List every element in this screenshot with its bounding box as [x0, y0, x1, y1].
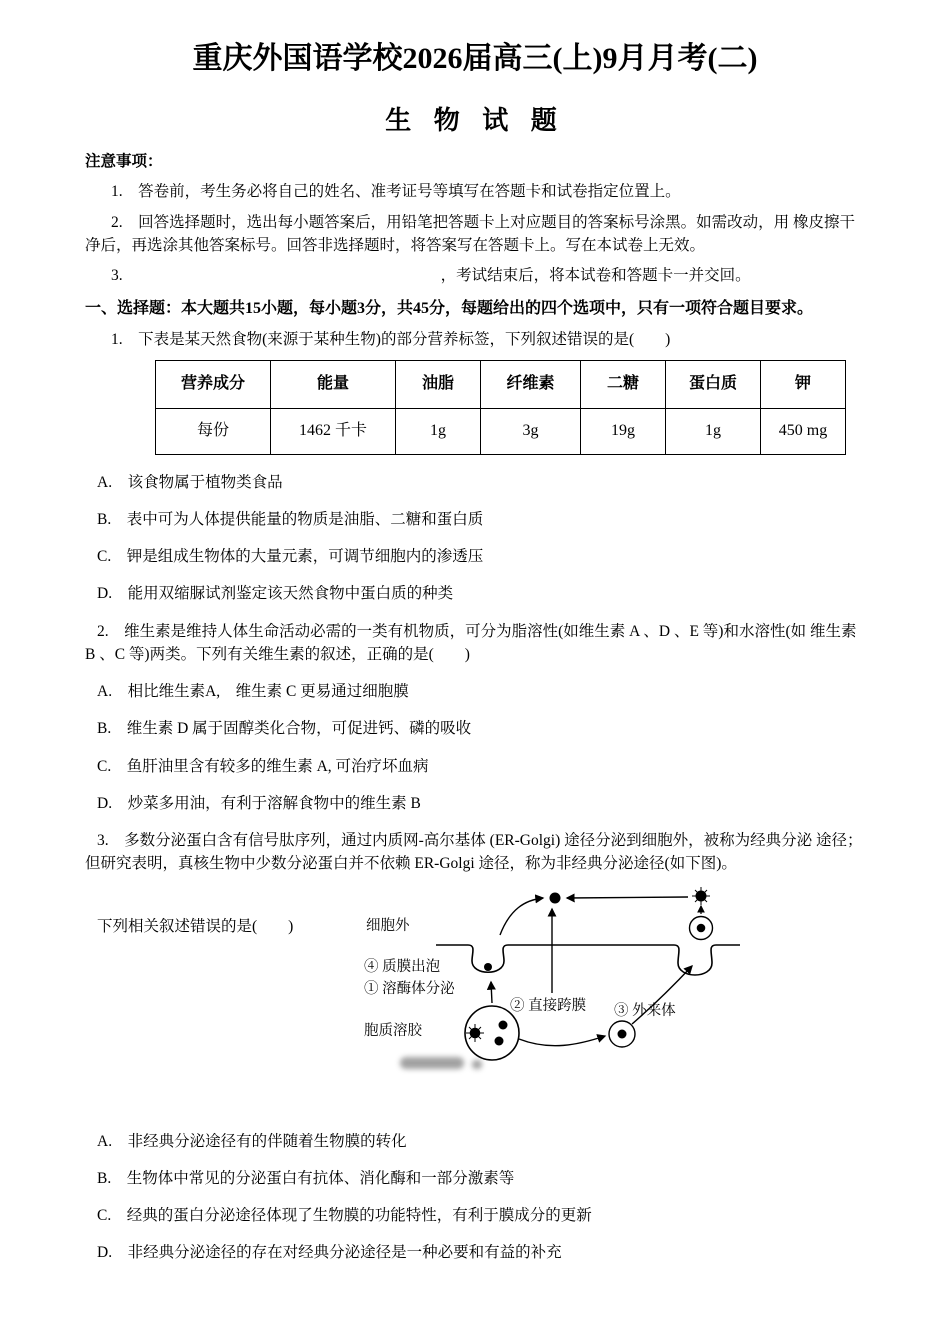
- notice-item-3-text: ，考试结束后，将本试卷和答题卡一并交回。: [440, 267, 751, 284]
- question-1: [85, 328, 865, 605]
- nutrition-value-cell: 3g: [481, 408, 581, 454]
- plasma-membrane-line: [436, 945, 740, 975]
- q1-option-a: A. 该食物属于植物类食品: [97, 473, 283, 491]
- q2-stem: 2. 维生素是维持人体生命活动必需的一类有机物质，可分为脂溶性(如维生素 A 、D 、E 等)和水溶性(如 维生素 B 、C 等)两类。下列有关维生素的叙述，正确的是( ): [85, 622, 857, 663]
- question-2: [85, 620, 865, 816]
- q1-option-c: C. 钾是组成生物体的大量元素，可调节细胞内的渗透压: [97, 548, 484, 565]
- nutrition-table: [155, 360, 846, 455]
- nutrition-header-cell: 油脂: [396, 360, 481, 408]
- notice-heading: 注意事项：: [85, 153, 163, 170]
- nutrition-value-cell: 1462 千卡: [271, 408, 396, 454]
- notice-item-1: 1. 答卷前，考生务必将自己的姓名、准考证号等填写在答题卡和试卷指定位置上。: [111, 183, 681, 201]
- notice-item-3-number: 3.: [111, 267, 123, 284]
- label-membrane-budding: ④ 质膜出泡: [364, 958, 441, 975]
- q2-option-b: B. 维生素 D 属于固醇类化合物，可促进钙、磷的吸收: [97, 720, 472, 738]
- secreted-protein-dot: [550, 892, 561, 903]
- exosome-releasing-circle: [690, 916, 713, 939]
- label-exosome: ③ 外来体: [614, 1002, 676, 1019]
- page-title: 重庆外国语学校2026届高三(上)9月月考(二): [192, 42, 758, 75]
- q1-option-b: B. 表中可为人体提供能量的物质是油脂、二糖和蛋白质: [97, 510, 484, 528]
- q3-stem: 3. 多数分泌蛋白含有信号肽序列，通过内质网-高尔基体 (ER-Golgi) 途径分泌到细胞外，被称为经典分泌 途径；但研究表明，真核生物中少数分泌蛋白并不依赖 ER-Golgi 途径，称为非经典分泌途径(如下图)。: [85, 832, 863, 873]
- label-extracellular: 细胞外: [366, 917, 410, 934]
- section-heading: 一、选择题：本大题共15小题，每小题3分，共45分，每题给出的四个选项中，只有一项符合题目要求。: [85, 300, 814, 318]
- nutrition-value-row: [156, 408, 846, 454]
- nutrition-header-cell: 能量: [271, 360, 396, 408]
- q1-stem: 1. 下表是某天然食物(来源于某种生物)的部分营养标签，下列叙述错误的是( ): [111, 331, 671, 349]
- nutrition-value-cell: 450 mg: [761, 408, 846, 454]
- nutrition-value-cell: 每份: [156, 408, 271, 454]
- nutrition-header-cell: 蛋白质: [666, 360, 761, 408]
- blurred-text-smudge: [400, 1057, 482, 1069]
- notice-item-3: [85, 264, 865, 287]
- q2-option-a: A. 相比维生素A, 维生素 C 更易通过细胞膜: [97, 683, 409, 700]
- q3-figure-row: [85, 883, 865, 1088]
- q3-ask: 下列相关叙述错误的是( ): [97, 917, 294, 935]
- nutrition-header-row: [156, 360, 846, 408]
- label-cytosol: 胞质溶胶: [364, 1022, 422, 1039]
- q1-option-d: D. 能用双缩脲试剂鉴定该天然食物中蛋白质的种类: [97, 585, 454, 603]
- q2-option-d: D. 炒菜多用油，有利于溶解食物中的维生素 B: [97, 794, 421, 812]
- question-3: [85, 829, 865, 1265]
- arrow-body-to-cup: [491, 982, 492, 1003]
- q3-option-b: B. 生物体中常见的分泌蛋白有抗体、消化酶和一部分激素等: [97, 1169, 515, 1187]
- q2-option-c: C. 鱼肝油里含有较多的维生素 A, 可治疗坏血病: [97, 757, 429, 775]
- secretion-pathway-diagram: [362, 883, 747, 1088]
- arrow-cup-to-protein: [500, 898, 543, 935]
- nutrition-header-cell: 二糖: [581, 360, 666, 408]
- label-direct-crossing: ② 直接跨膜: [510, 997, 587, 1014]
- arrow-body-to-exosome: [519, 1036, 605, 1046]
- notice-section: [85, 150, 865, 287]
- exosome-vesicle: [609, 1021, 635, 1047]
- notice-item-2: 2. 回答选择题时，选出每小题答案后，用铅笔把答题卡上对应题目的答案标号涂黑。如需改动，用 橡皮擦干净后，再选涂其他答案标号。回答非选择题时，将答案写在答题卡上。写在本试卷上无效。: [85, 213, 856, 254]
- nutrition-header-cell: 钾: [761, 360, 846, 408]
- released-exosome-spiky-dot: [692, 887, 710, 905]
- nutrition-header-cell: 营养成分: [156, 360, 271, 408]
- nutrition-value-cell: 1g: [666, 408, 761, 454]
- page-subtitle: 生 物 试 题: [385, 106, 565, 135]
- label-lysosome-secretion: ① 溶酶体分泌: [364, 980, 455, 997]
- nutrition-value-cell: 1g: [396, 408, 481, 454]
- q3-option-c: C. 经典的蛋白分泌途径体现了生物膜的功能特性，有利于膜成分的更新: [97, 1207, 592, 1224]
- multivesicular-body: [465, 1006, 519, 1060]
- vesicle-cargo-dot: [484, 963, 492, 971]
- q3-option-d: D. 非经典分泌途径的存在对经典分泌途径是一种必要和有益的补充: [97, 1244, 562, 1262]
- nutrition-header-cell: 纤维素: [481, 360, 581, 408]
- nutrition-value-cell: 19g: [581, 408, 666, 454]
- arrow-right-to-protein: [567, 897, 688, 898]
- q3-option-a: A. 非经典分泌途径有的伴随着生物膜的转化: [97, 1132, 407, 1150]
